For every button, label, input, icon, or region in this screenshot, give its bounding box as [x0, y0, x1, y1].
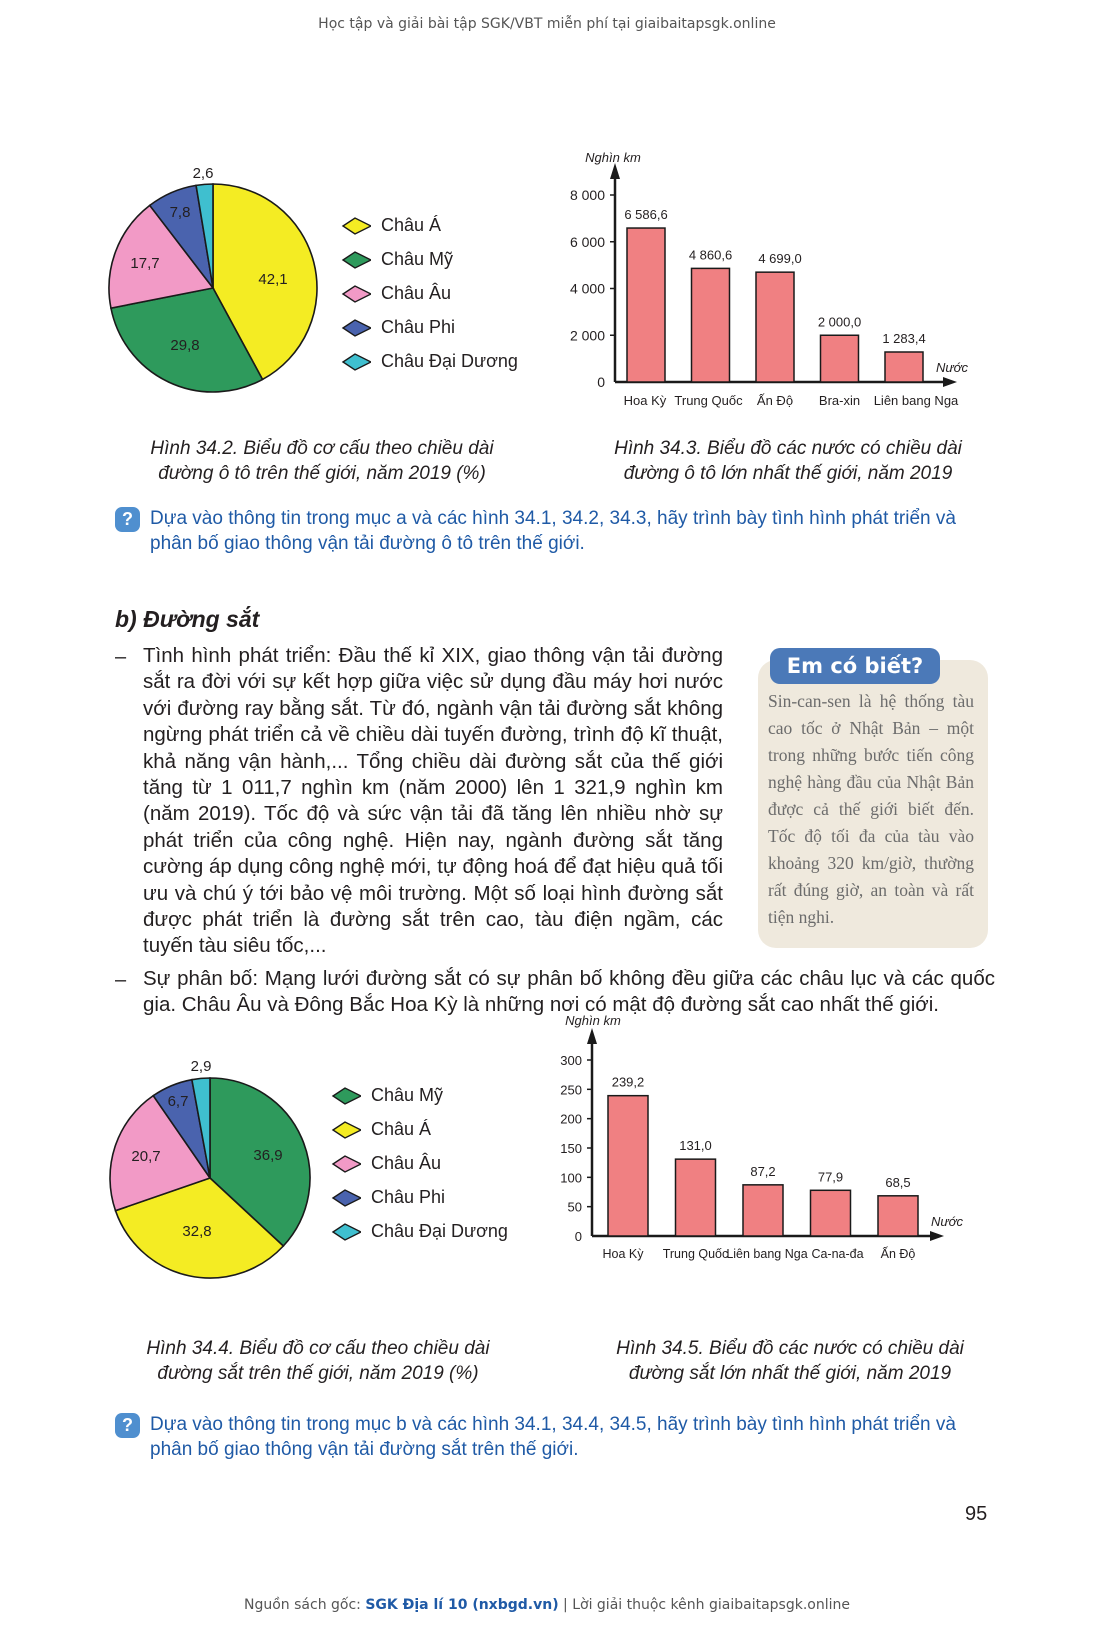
caption-34-4 — [108, 1336, 528, 1386]
question-road — [115, 506, 995, 556]
footer-suffix: | Lời giải thuộc kênh giaibaitapsgk.online — [558, 1597, 850, 1613]
pie1-value-label: 29,8 — [170, 337, 200, 354]
caption-34-3-line2: đường ô tô lớn nhất thế giới, năm 2019 — [623, 463, 953, 484]
bar2-y-tick-label: 150 — [560, 1141, 582, 1156]
bar2-y-tick-label: 0 — [574, 1229, 582, 1244]
legend-swatch-icon — [331, 1086, 361, 1106]
pie1-legend-item — [341, 215, 441, 236]
pie1-legend-item — [341, 317, 455, 338]
caption-34-5-line2: đường sắt lớn nhất thế giới, năm 2019 — [628, 1363, 952, 1384]
pie1-legend-item — [341, 283, 451, 304]
question-railway — [115, 1412, 995, 1462]
bullet-development: Tình hình phát triển: Đầu thế kỉ XIX, giao thông vận tải đường sắt ra đời với sự kết hợp giữa việc sử dụng đầu máy hơi nước với đường ray bằng sắt. Từ đó, ngành vận tải đường sắt không ngừng phát triển cả về chiều dài tuyến đường, trình độ kĩ thuật, khả năng vận hành,... Tổng chiều dài đường sắt của thế giới tăng từ 1 011,7 nghìn km (năm 2000) lên 1 321,9 nghìn km (năm 2019). Tốc độ và sức vận tải đã tăng lên nhiều nhờ sự phát triển của công nghệ. Hiện nay, ngành đường sắt tăng cường áp dụng công nghệ mới, tự động hoá để đạt hiệu quả tối ưu và chú ý tới bảo vệ môi trường. Một số loại hình đường sắt được phát triển là đường sắt trên cao, tàu điện ngầm, các tuyến tàu siêu tốc,... — [143, 644, 723, 958]
pie2-value-label: 36,9 — [253, 1147, 283, 1164]
bar2-x-axis-label: Nước — [931, 1214, 963, 1229]
legend-swatch-icon — [341, 318, 371, 338]
pie2-slices — [110, 1078, 310, 1278]
bar1-category-label: Ấn Độ — [756, 393, 794, 408]
legend-swatch-icon — [331, 1222, 361, 1242]
page-number: 95 — [965, 1503, 988, 1525]
bar1-y-tick-label: 0 — [597, 374, 605, 390]
pie2-value-label: 32,8 — [182, 1223, 212, 1240]
bar-chart-railway — [560, 1013, 1020, 1322]
bar2-category-label: Ấn Độ — [880, 1247, 916, 1261]
legend-label: Châu Âu — [371, 1153, 442, 1173]
bar2-y-tick-label: 250 — [560, 1082, 582, 1098]
bar1-y-tick-label: 2 000 — [569, 327, 605, 344]
bar2-value-label: 239,2 — [611, 1074, 645, 1090]
page-footer — [0, 1597, 1094, 1613]
pie1-value-label: 2,6 — [192, 165, 214, 182]
pie2-legend-item — [331, 1153, 441, 1174]
bar1-value-label: 4 860,6 — [688, 247, 733, 263]
bar2-category-label: Trung Quốc — [662, 1247, 729, 1261]
pie2-legend-item — [331, 1187, 445, 1208]
bar1-bar — [756, 272, 794, 382]
bar2-category-label: Liên bang Nga — [726, 1247, 808, 1261]
pie2-legend-item — [331, 1221, 508, 1242]
pie-chart-road — [105, 160, 335, 410]
x-axis-arrow-icon — [943, 377, 957, 387]
bar2-y-tick-label: 100 — [560, 1170, 582, 1186]
question-icon: ? — [115, 507, 140, 532]
question-road-text: Dựa vào thông tin trong mục a và các hình 34.1, 34.2, 34.3, hãy trình bày tình hình phát triển và phân bố giao thông vận tải đường ô tô trên thế giới. — [150, 508, 956, 554]
bar1-bar — [821, 335, 859, 382]
caption-34-3-line1: Hình 34.3. Biểu đồ các nước có chiều dài — [614, 438, 962, 459]
bar2-value-label: 77,9 — [817, 1169, 844, 1185]
pie2-legend-item — [331, 1119, 431, 1140]
legend-swatch-icon — [341, 216, 371, 236]
bullet-distribution: Sự phân bố: Mạng lưới đường sắt có sự phân bố không đều giữa các châu lục và các quốc gia. Châu Âu và Đông Bắc Hoa Kỳ là những nơi có mật độ đường sắt cao nhất thế giới. — [143, 967, 995, 1017]
bar2-category-label: Ca-na-đa — [811, 1247, 864, 1261]
bar2-value-label: 68,5 — [885, 1174, 911, 1190]
pie1-value-label: 42,1 — [258, 271, 288, 288]
x-axis-arrow-icon — [930, 1231, 944, 1241]
pie-chart-railway — [100, 1060, 330, 1310]
bullet-dash-2: – — [115, 969, 127, 991]
bar2-bar — [608, 1096, 648, 1236]
bar1-y-axis-label: Nghìn km — [585, 150, 641, 165]
legend-label: Châu Đại Dương — [371, 1221, 508, 1241]
bar1-value-label: 2 000,0 — [817, 314, 862, 330]
bar2-bar — [743, 1185, 783, 1236]
bar1-value-label: 1 283,4 — [882, 331, 926, 347]
legend-label: Châu Phi — [371, 1187, 446, 1207]
bar1-category-label: Bra-xin — [818, 393, 861, 408]
bar1-bar — [692, 268, 730, 382]
pie1-value-label: 7,8 — [169, 204, 191, 221]
bar1-x-axis-label: Nước — [936, 360, 968, 375]
legend-label: Châu Đại Dương — [381, 351, 518, 371]
pie1-slices — [109, 184, 317, 392]
bar1-bar — [885, 352, 923, 382]
bar1-value-label: 6 586,6 — [624, 207, 668, 223]
bar2-y-tick-label: 200 — [560, 1111, 582, 1127]
bar-chart-road — [560, 145, 1020, 425]
y-axis-arrow-icon — [587, 1028, 597, 1044]
bar2-category-label: Hoa Kỳ — [602, 1247, 644, 1261]
bar1-category-label: Liên bang Nga — [873, 393, 959, 408]
legend-swatch-icon — [331, 1154, 361, 1174]
bar1-value-label: 4 699,0 — [758, 251, 802, 267]
legend-label: Châu Mỹ — [371, 1085, 444, 1105]
legend-swatch-icon — [341, 250, 371, 270]
question-railway-text: Dựa vào thông tin trong mục b và các hình 34.1, 34.4, 34.5, hãy trình bày tình hình phát triển và phân bố giao thông vận tải đường sắt trên thế giới. — [150, 1414, 956, 1460]
bar2-y-tick-label: 300 — [560, 1053, 582, 1068]
pie1-legend-item — [341, 249, 453, 270]
bar2-value-label: 131,0 — [679, 1138, 712, 1154]
legend-label: Châu Á — [371, 1119, 432, 1139]
bar1-y-tick-label: 8 000 — [569, 187, 605, 203]
legend-label: Châu Âu — [381, 283, 452, 303]
legend-label: Châu Á — [381, 215, 442, 235]
question-icon: ? — [115, 1413, 140, 1438]
caption-34-2-line2: đường ô tô trên thế giới, năm 2019 (%) — [158, 463, 486, 484]
legend-swatch-icon — [331, 1188, 361, 1208]
bar2-y-tick-label: 50 — [567, 1199, 582, 1215]
caption-34-2 — [112, 436, 532, 486]
section-title-railway: b) Đường sắt — [115, 606, 260, 632]
footer-prefix: Nguồn sách gốc: — [244, 1597, 366, 1613]
pie1-legend-item — [341, 351, 518, 372]
bar1-y-tick-label: 6 000 — [569, 233, 605, 250]
pie1-value-label: 17,7 — [130, 255, 160, 272]
legend-swatch-icon — [341, 352, 371, 372]
bar2-value-label: 87,2 — [750, 1163, 776, 1179]
bar1-y-tick-label: 4 000 — [569, 280, 605, 297]
page-header: Học tập và giải bài tập SGK/VBT miễn phí tại giaibaitapsgk.online — [318, 16, 776, 32]
caption-34-3 — [578, 436, 998, 486]
bar2-bar — [878, 1196, 918, 1236]
footer-source-link[interactable]: SGK Địa lí 10 (nxbgd.vn) — [365, 1597, 559, 1613]
bar1-category-label: Hoa Kỳ — [623, 393, 667, 408]
bar1-bar — [627, 228, 665, 382]
bullet-dash-1: – — [115, 646, 127, 668]
pie2-value-label: 6,7 — [167, 1093, 189, 1110]
caption-34-4-line1: Hình 34.4. Biểu đồ cơ cấu theo chiều dài — [146, 1338, 490, 1359]
caption-34-5-line1: Hình 34.5. Biểu đồ các nước có chiều dài — [616, 1338, 964, 1359]
bar2-y-axis-label: Nghìn km — [565, 1013, 621, 1028]
legend-label: Châu Mỹ — [381, 249, 454, 269]
legend-swatch-icon — [331, 1120, 361, 1140]
pie2-value-label: 2,9 — [190, 1060, 212, 1075]
bar2-bar — [676, 1159, 716, 1236]
caption-34-2-line1: Hình 34.2. Biểu đồ cơ cấu theo chiều dài — [150, 438, 494, 459]
info-box-text: Sin-can-sen là hệ thống tàu cao tốc ở Nhật Bản – một trong những bước tiến công nghệ hàng đầu của Nhật Bản được cả thế giới biết đến. Tốc độ tối đa của tàu vào khoảng 320 km/giờ, thường rất đúng giờ, an toàn và rất tiện nghi. — [768, 691, 974, 927]
caption-34-4-line2: đường sắt trên thế giới, năm 2019 (%) — [157, 1363, 479, 1384]
pie2-legend-item — [331, 1085, 443, 1106]
y-axis-arrow-icon — [610, 163, 620, 179]
bar1-category-label: Trung Quốc — [674, 393, 743, 408]
bar2-bar — [811, 1190, 851, 1236]
legend-label: Châu Phi — [381, 317, 456, 337]
info-box-title: Em có biết? — [770, 648, 940, 684]
pie2-value-label: 20,7 — [131, 1148, 161, 1165]
legend-swatch-icon — [341, 284, 371, 304]
caption-34-5 — [580, 1336, 1000, 1386]
